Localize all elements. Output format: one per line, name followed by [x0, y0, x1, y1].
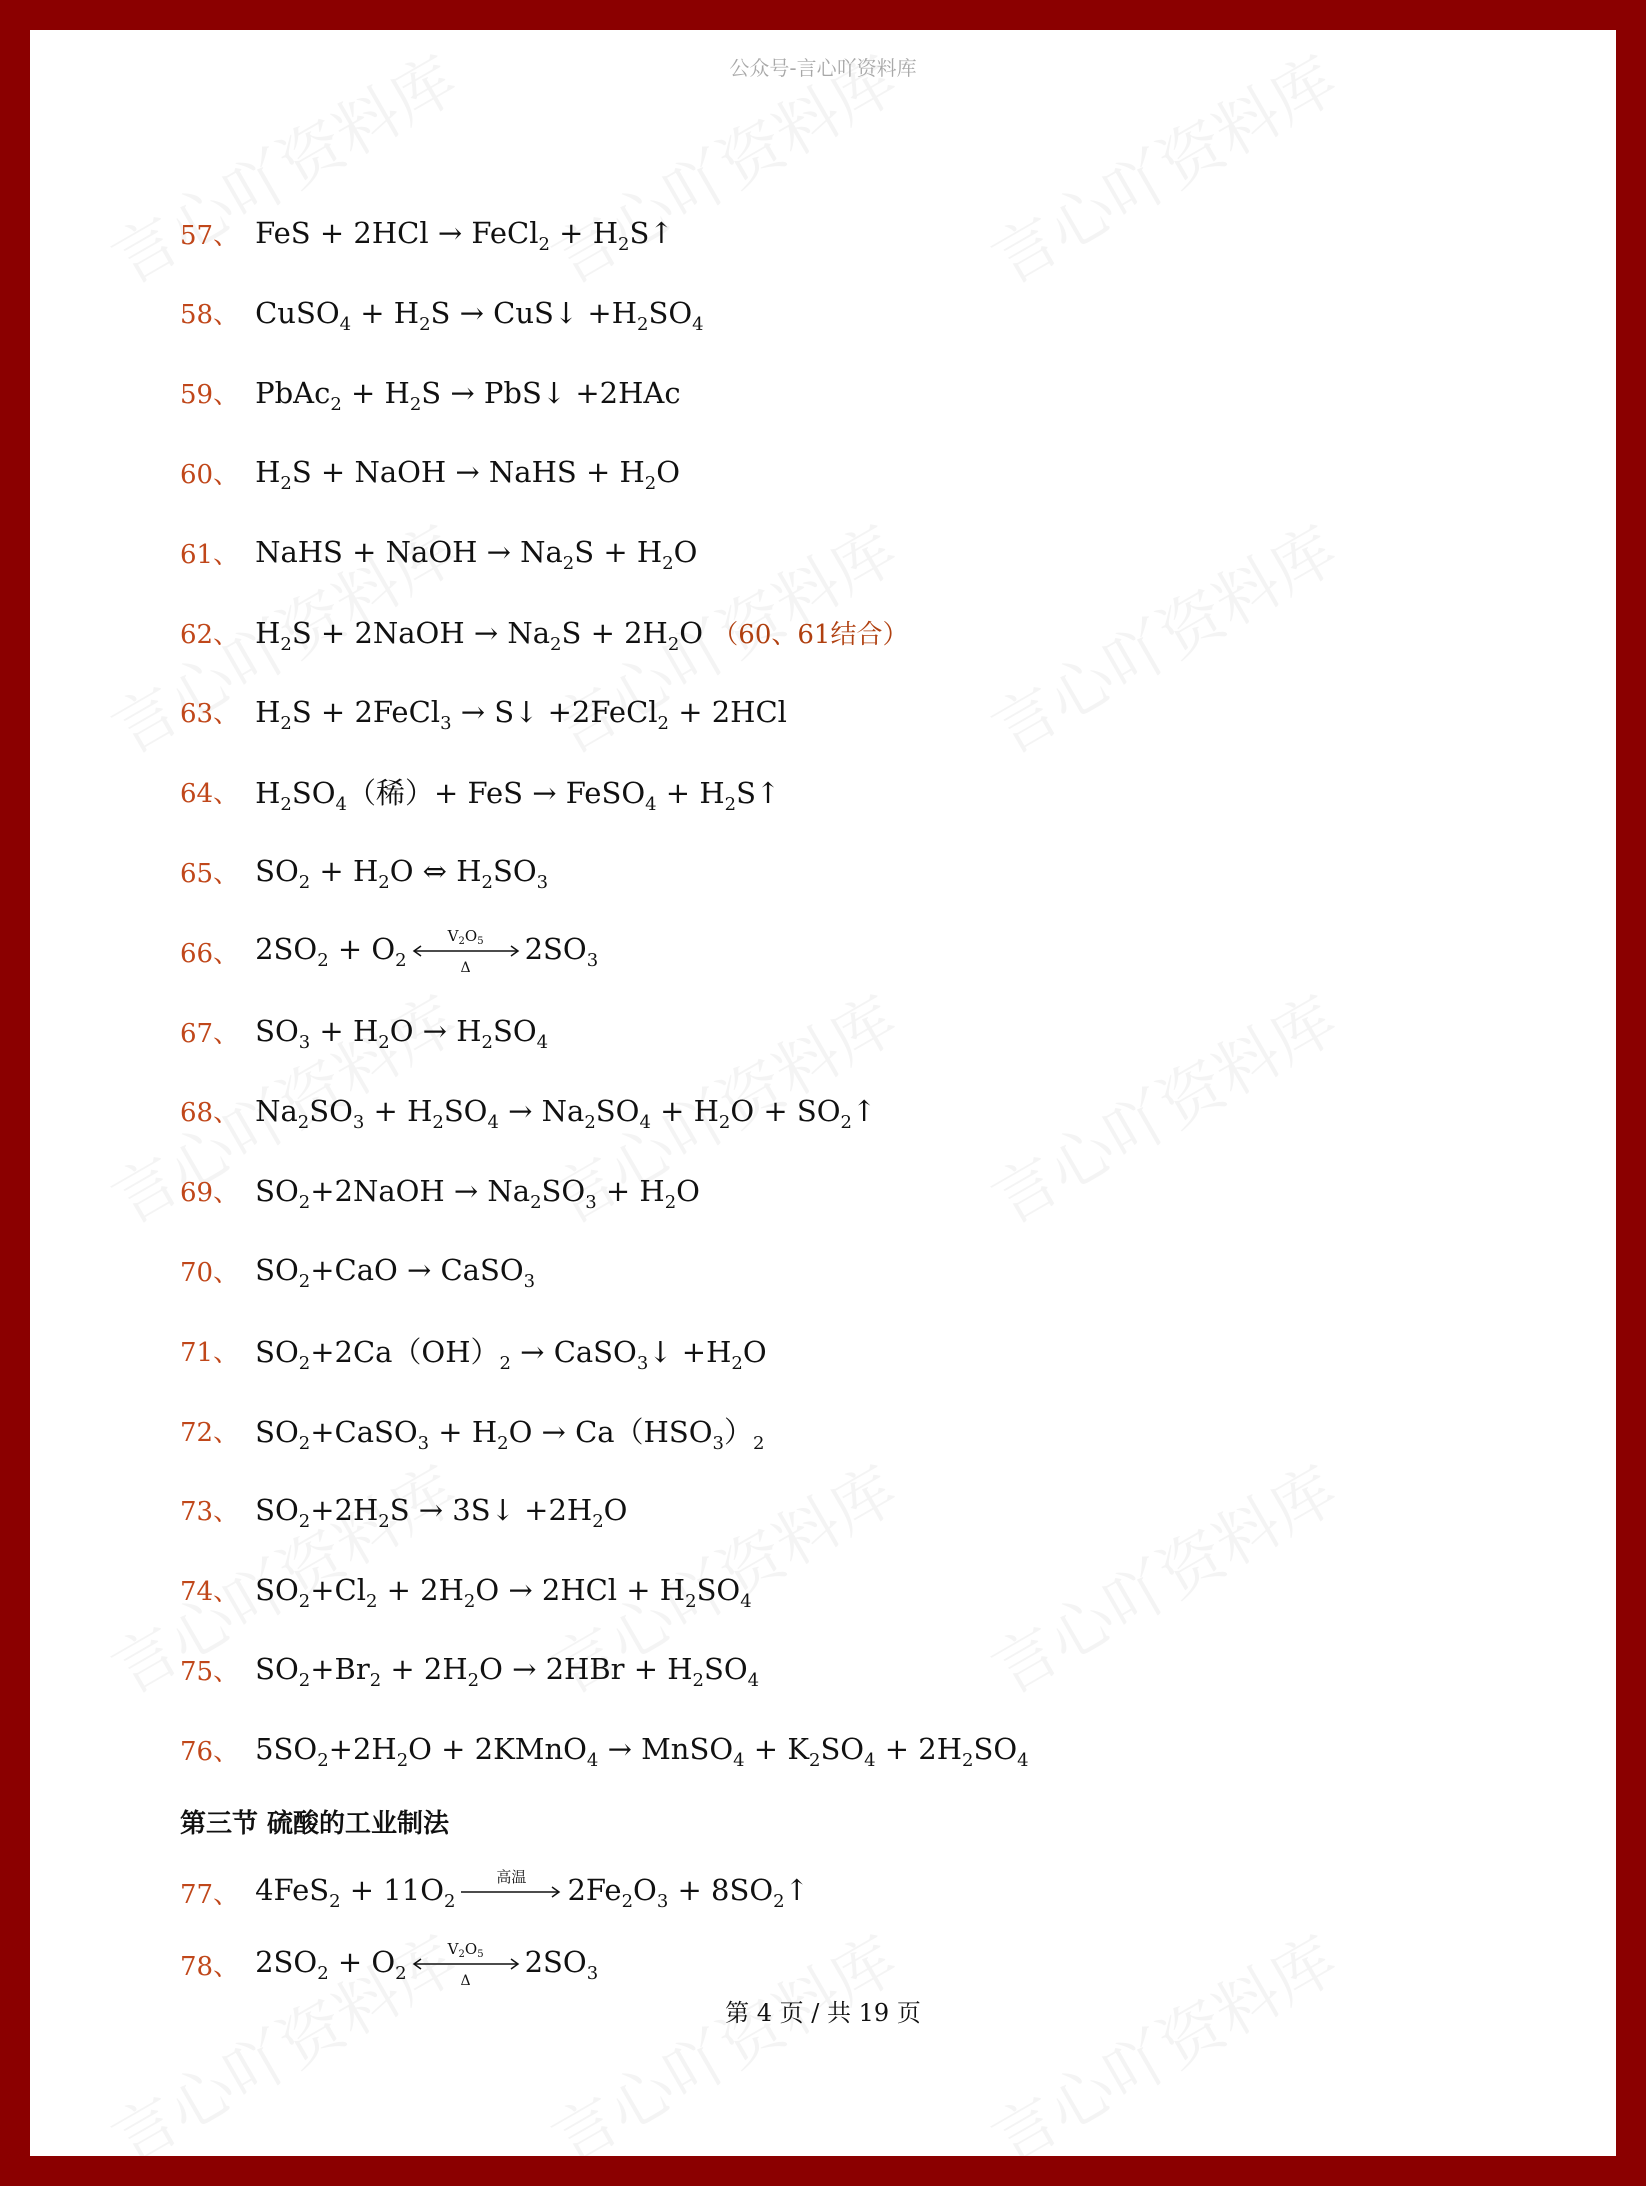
- equation-row: [180, 851, 549, 894]
- equation-number: 65、: [180, 858, 240, 889]
- equation-row: [180, 1171, 700, 1211]
- equation-row: [180, 532, 698, 575]
- equation-row: [180, 1649, 760, 1692]
- equation-number: 59、: [180, 380, 240, 411]
- equation-row: [180, 1490, 627, 1530]
- equation-row: [180, 373, 681, 413]
- equation-row: [180, 927, 599, 977]
- equation-row: [180, 1570, 752, 1610]
- equation-formula: $2SO_2 + O_2$ $V_2O_5$ Δ $2SO_3$: [255, 1940, 599, 1989]
- section-title: 第三节 硫酸的工业制法: [180, 1809, 450, 1839]
- equation-row: [180, 213, 674, 253]
- watermark-text: [973, 1910, 1352, 2156]
- equation-formula: $2SO_2 + O_2$ $V_2O_5$ Δ $2SO_3$: [255, 927, 599, 977]
- equation-formula: $Na_2SO_3 + H_2SO_4 \to Na_2SO_4 + H_2O$ + $SO_2↑$: [255, 1093, 877, 1133]
- document-page: [30, 30, 1616, 2156]
- equation-number: 58、: [180, 300, 240, 331]
- equation-formula: $SO_2+2NaOH \to Na_2SO_3 + H_2O$: [255, 1173, 700, 1213]
- equation-formula: $SO_2+2H_2S$ → 3S↓ $+2H_2O$: [255, 1492, 628, 1532]
- equation-number: 66、: [180, 938, 240, 969]
- equation-row: [180, 1729, 1029, 1772]
- equation-number: 78、: [180, 1951, 240, 1982]
- equation-number: 60、: [180, 459, 240, 490]
- equation-formula: $SO_3 + H_2O \to H_2SO_4$: [255, 1014, 549, 1053]
- equation-number: 64、: [180, 779, 240, 810]
- equation-row: [180, 772, 781, 816]
- equation-row: [180, 1410, 765, 1454]
- watermark-text: [973, 500, 1352, 772]
- equation-row: [180, 1011, 548, 1051]
- equation-number: 70、: [180, 1257, 240, 1288]
- equation-number: 73、: [180, 1497, 240, 1528]
- equation-number: 77、: [180, 1879, 240, 1910]
- equation-formula: $SO_2+CaO$ → CaSO$_3$: [255, 1253, 536, 1293]
- equation-row: [180, 692, 787, 732]
- equation-row: [180, 612, 909, 655]
- page-footer: 第 4 页 / 共 19 页: [725, 1999, 921, 2027]
- equation-number: 57、: [180, 220, 240, 251]
- equation-formula: $SO_2+Cl_2 + 2H_2O \to 2HCl + H_2SO_4$: [255, 1572, 752, 1612]
- watermark-text: [973, 970, 1352, 1242]
- equation-row: [180, 1250, 536, 1293]
- equation-formula: $H_2S$ + 2FeCl$_3$ → S↓ +2FeCl$_2$ + 2HCl: [255, 694, 787, 734]
- equation-formula: $SO_2+CaSO_3 + H_2O \to Ca(HSO_3)_2$: [255, 1414, 765, 1454]
- equation-formula: $H_2S$ + 2NaOH → $Na_2S + 2H_2O$ （60、61结合）: [255, 615, 909, 655]
- equation-number: 62、: [180, 619, 240, 650]
- equation-row: [180, 1091, 876, 1131]
- equation-formula: $H_2S$ + NaOH → NaHS + $H_2O$: [255, 455, 680, 495]
- watermark-text: [973, 1440, 1352, 1712]
- equation-number: 67、: [180, 1018, 240, 1049]
- equation-row: [180, 452, 680, 495]
- equation-number: 72、: [180, 1417, 240, 1448]
- equation-formula: NaHS + NaOH → $Na_2S + H_2O$: [255, 535, 698, 575]
- equation-formula: $H_2SO_4$（稀）+ FeS → FeSO$_4$ + $H_2S↑$: [255, 776, 781, 816]
- equation-formula: CuSO$_4$ + $H_2S$ → CuS↓ $+H_2SO_4$: [255, 295, 704, 335]
- equation-formula: FeS + 2HCl → FeCl$_2$ + $H_2S↑$: [255, 216, 674, 255]
- equation-number: 71、: [180, 1337, 240, 1368]
- equation-number: 63、: [180, 699, 240, 730]
- equation-number: 74、: [180, 1577, 240, 1608]
- equation-formula: $5SO_2+2H_2O$ + 2KMnO$_4$ → MnSO$_4$ + $K_2SO_4 + 2H_2SO_4$: [255, 1732, 1029, 1772]
- equation-number: 75、: [180, 1656, 240, 1687]
- equation-row: [180, 1330, 767, 1374]
- page-header: 公众号-言心吖资料库: [729, 56, 917, 80]
- equation-formula: PbAc$_2$ + $H_2S$ → PbS↓ +2HAc: [255, 375, 681, 415]
- equation-row: [180, 1940, 599, 1989]
- equation-formula: $SO_2+2Ca(OH)_2$ → CaSO$_3$↓ $+H_2O$: [255, 1334, 767, 1374]
- equation-number: 76、: [180, 1736, 240, 1767]
- equation-formula: $SO_2+Br_2 + 2H_2O \to 2HBr + H_2SO_4$: [255, 1652, 760, 1692]
- equation-row: [180, 1868, 809, 1912]
- equation-row: [180, 293, 704, 333]
- equation-formula: $SO_2 + H_2O$ ⇔ $H_2SO_3$: [255, 854, 549, 894]
- equation-number: 61、: [180, 539, 240, 570]
- equation-number: 69、: [180, 1178, 240, 1209]
- equation-formula: $4FeS_2 + 11O_2$ 高温 $2Fe_2O_3$ + $8SO_2↑$: [255, 1868, 809, 1912]
- equation-number: 68、: [180, 1098, 240, 1129]
